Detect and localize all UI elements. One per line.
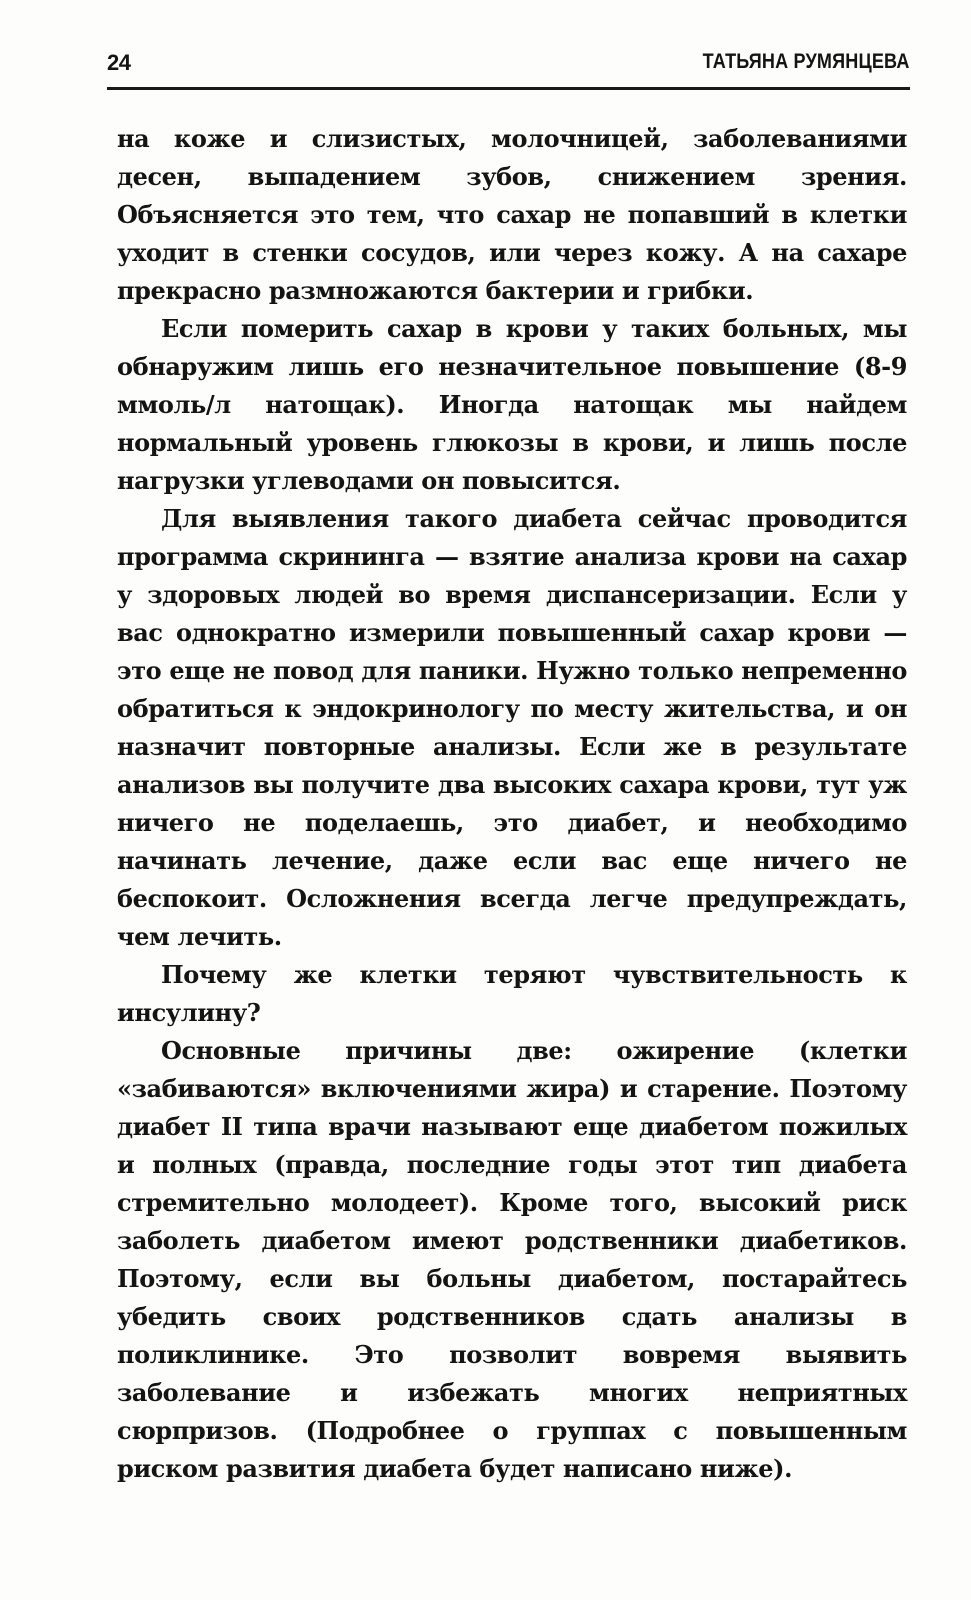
page-header [107,44,910,84]
paragraph-continuation: на коже и слизистых, молочницей, заболеваниями десен, выпадением зубов, снижением зрения. Объясняется это тем, что сахар не попавший в клетки уходит в стенки сосудов, или через кожу. А на сахаре прекрасно размножаются бактерии и грибки. [117,124,907,305]
body-text [117,120,907,1488]
page-number: 24 [107,50,131,75]
paragraph-screening: Для выявления такого диабета сейчас проводится программа скрининга — взятие анализа крови на сахар у здоровых людей во время диспансеризации. Если у вас однократно измерили повышенный сахар крови — это еще не повод для паники. Нужно только непременно обратиться к эндокринологу по месту жительства, и он назначит повторные анализы. Если же в результате анализов вы получите два высоких сахара крови, тут уж ничего не поделаешь, это диабет, и необходимо начинать лечение, даже если вас еще ничего не беспокоит. Осложнения всегда легче предупреждать, чем лечить. [117,504,907,951]
paragraph-causes: Основные причины две: ожирение (клетки «забиваются» включениями жира) и старение. Поэтому диабет II типа врачи называют еще диабетом пожилых и полных (правда, последние годы этот тип диабета стремительно молодеет). Кроме того, высокий риск заболеть диабетом имеют родственники диабетиков. Поэтому, если вы больны диабетом, постарайтесь убедить своих родственников сдать анализы в поликлинике. Это позволит вовремя выявить заболевание и избежать многих неприятных сюрпризов. (Подробнее о группах с повышенным риском развития диабета будет написано ниже). [117,1036,907,1483]
paragraph-question: Почему же клетки теряют чувствительность к инсулину? [117,960,907,1027]
header-rule [107,87,910,90]
paragraph-blood-sugar: Если померить сахар в крови у таких больных, мы обнаружим лишь его незначительное повышение (8-9 ммоль/л натощак). Иногда натощак мы найдем нормальный уровень глюкозы в крови, и лишь после нагрузки углеводами он повысится. [117,314,907,495]
running-title: ТАТЬЯНА РУМЯНЦЕВА [703,50,910,73]
